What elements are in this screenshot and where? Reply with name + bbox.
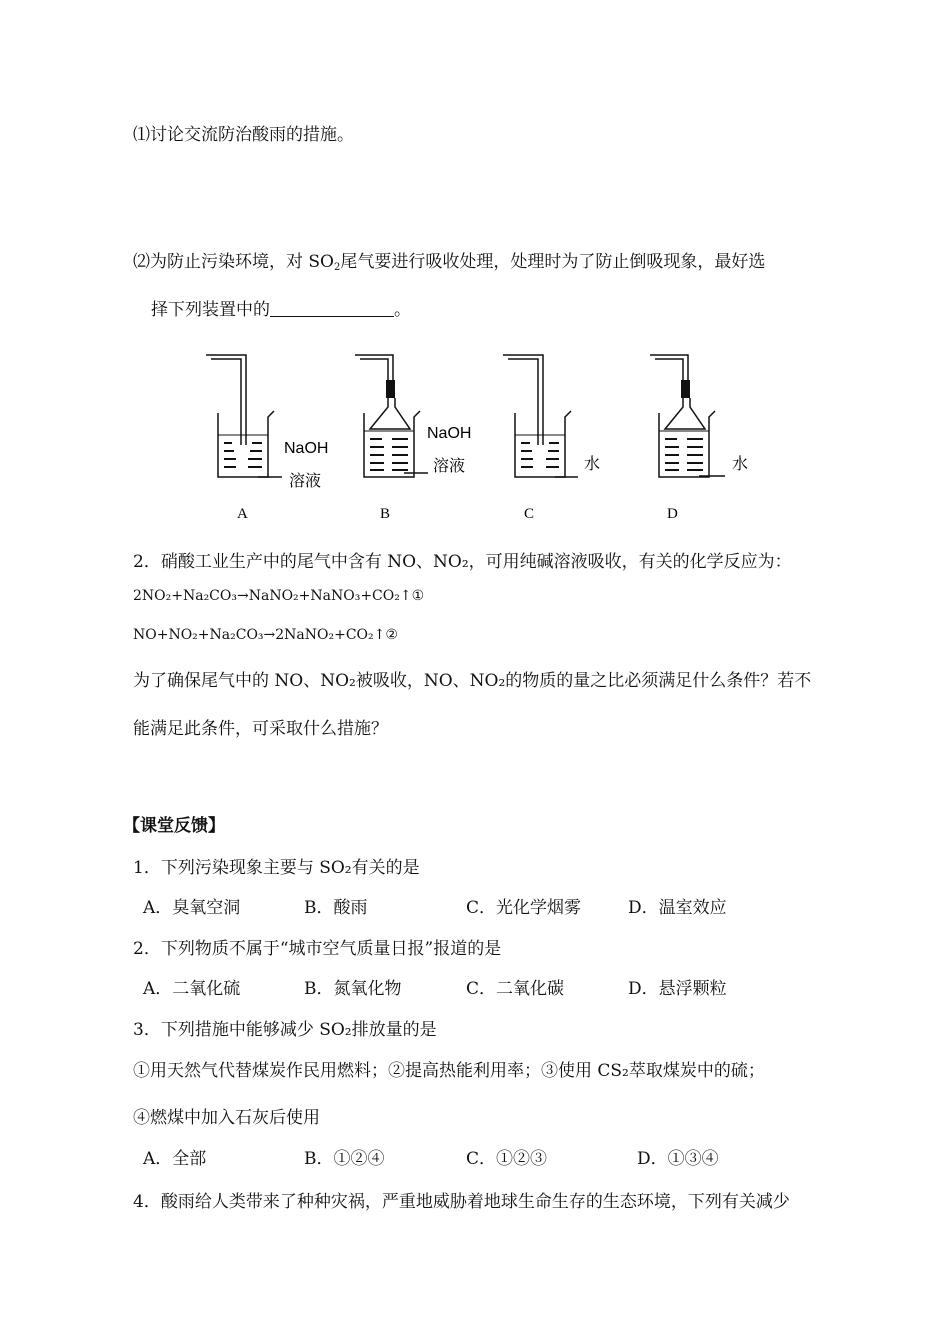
feedback-q1-option-a[interactable]: A．臭氧空洞 (143, 898, 241, 918)
feedback-q3-detail-2: ④燃煤中加入石灰后使用 (133, 1108, 320, 1128)
apparatus-figure (0, 345, 950, 525)
feedback-q2-option-c[interactable]: C．二氧化碳 (466, 979, 565, 999)
q1-part2-period: 。 (394, 300, 411, 320)
label-c: 水 (584, 454, 601, 473)
q2-ask-line2: 能满足此条件，可采取什么措施？ (133, 719, 388, 739)
feedback-q2-option-a[interactable]: A．二氧化硫 (143, 979, 241, 999)
feedback-q2-option-d[interactable]: D．悬浮颗粒 (628, 979, 727, 999)
label-d: 水 (732, 454, 749, 473)
feedback-q1-option-d[interactable]: D．温室效应 (628, 898, 727, 918)
feedback-q1-option-b[interactable]: B．酸雨 (304, 898, 368, 918)
feedback-q4-stem: 4．酸雨给人类带来了种种灾祸，严重地威胁着地球生命生存的生态环境，下列有关减少 (133, 1192, 790, 1212)
q1-part1-num: ⑴ (133, 125, 150, 145)
feedback-q1-option-c[interactable]: C．光化学烟雾 (466, 898, 582, 918)
feedback-q3-option-d[interactable]: D．①③④ (637, 1149, 719, 1169)
feedback-q3-option-c[interactable]: C．①②③ (466, 1149, 548, 1169)
label-b-2: 溶液 (433, 456, 466, 475)
q1-part2-text-a: 为防止污染环境，对 SO (150, 252, 334, 272)
letter-a: A (237, 506, 248, 522)
q1-part2-text-b: 尾气要进行吸收处理，处理时为了防止倒吸现象，最好选 (340, 252, 766, 272)
feedback-q3-option-a[interactable]: A．全部 (143, 1149, 207, 1169)
feedback-q2-stem: 2．下列物质不属于“城市空气质量日报”报道的是 (133, 939, 502, 959)
feedback-q3-option-b[interactable]: B．①②④ (304, 1149, 385, 1169)
label-b-1: NaOH (427, 425, 472, 442)
q1-part2-num: ⑵ (133, 252, 150, 272)
label-a-2: 溶液 (289, 471, 322, 490)
feedback-q3-stem: 3．下列措施中能够减少 SO₂排放量的是 (133, 1020, 437, 1040)
letter-d: D (667, 506, 678, 522)
feedback-title: 【课堂反馈】 (123, 816, 225, 836)
q2-equation-2: NO+NO₂+Na₂CO₃→2NaNO₂+CO₂↑② (133, 627, 398, 643)
feedback-q2-option-b[interactable]: B．氮氧化物 (304, 979, 402, 999)
q2-equation-1: 2NO₂+Na₂CO₃→NaNO₂+NaNO₃+CO₂↑① (133, 588, 425, 604)
q1-part1 (133, 120, 354, 145)
label-a-1: NaOH (284, 440, 329, 457)
q1-part2-line2-text: 择下列装置中的 (151, 300, 270, 320)
beaker-a (206, 355, 282, 477)
q1-part1-text: 讨论交流防治酸雨的措施。 (150, 125, 354, 145)
answer-blank[interactable] (270, 302, 394, 317)
beaker-b (355, 355, 428, 477)
q1-part2-line2 (151, 295, 411, 320)
feedback-q3-detail-1: ①用天然气代替煤炭作民用燃料；②提高热能利用率；③使用 CS₂萃取煤炭中的硫； (133, 1061, 765, 1081)
q1-part2-line1 (133, 247, 765, 272)
letter-c: C (524, 506, 535, 522)
letter-b: B (380, 506, 391, 522)
q2-intro: 2．硝酸工业生产中的尾气中含有 NO、NO₂，可用纯碱溶液吸收，有关的化学反应为： (133, 552, 792, 572)
q2-ask-line1: 为了确保尾气中的 NO、NO₂被吸收，NO、NO₂的物质的量之比必须满足什么条件？若不 (133, 671, 812, 691)
beaker-c (503, 355, 578, 477)
q1-part2-sub: 2 (334, 262, 341, 273)
feedback-q1-stem: 1．下列污染现象主要与 SO₂有关的是 (133, 858, 420, 878)
beaker-d (650, 355, 725, 477)
